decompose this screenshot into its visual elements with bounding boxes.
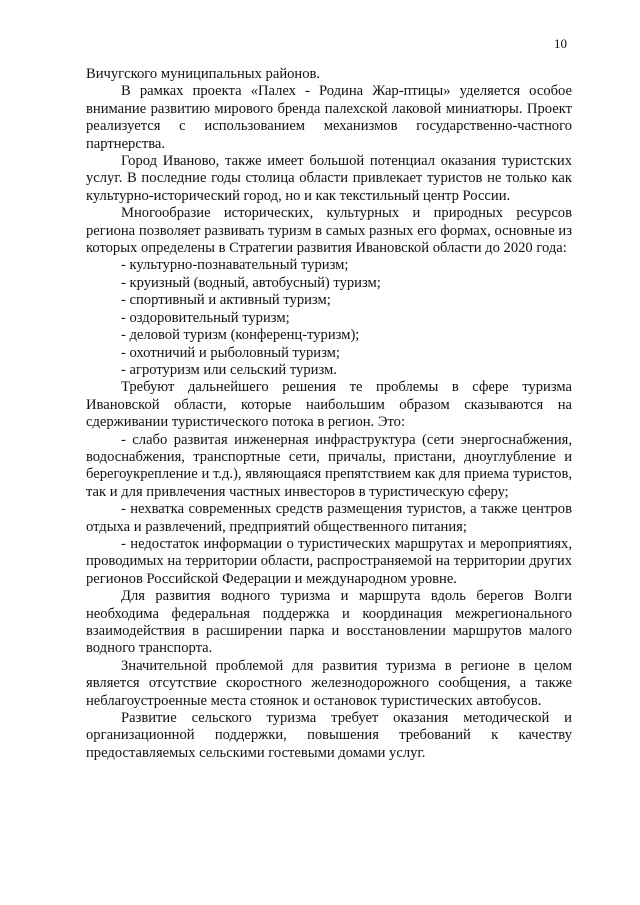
paragraph: Многообразие исторических, культурных и природных ресурсов региона позволяет развивать туризм в самых разных его формах, основные из которых определены в Стратегии развития Ивановской области до 2020 года: [86, 205, 572, 257]
paragraph: Требуют дальнейшего решения те проблемы в сфере туризма Ивановской области, которые наибольшим образом сказываются на сдерживании туристического потока в регион. Это: [86, 379, 572, 431]
list-item: - круизный (водный, автобусный) туризм; [121, 274, 381, 291]
document-body [86, 66, 572, 762]
paragraph: Город Иваново, также имеет большой потенциал оказания туристских услуг. В последние годы столица области привлекает туристов не только как культурно-исторический город, но и как текстильный центр России. [86, 153, 572, 204]
paragraph: Для развития водного туризма и маршрута вдоль берегов Волги необходима федеральная поддержка и координация межрегионального взаимодействия в расширении парка и восстановлении маршрутов малого водного транспорта. [86, 588, 572, 657]
page-number: 10 [554, 36, 567, 51]
paragraph: Вичугского муниципальных районов. [86, 66, 321, 82]
list-item: - агротуризм или сельский туризм. [121, 361, 337, 378]
list-item: - слабо развитая инженерная инфраструктура (сети энергоснабжения, водоснабжения, транспортные сети, причалы, пристани, дноуглубление и берегоукрепление и т.д.), являющаяся препятствием как для приема туристов, так и для привлечения частных инвесторов в туристическую сферу; [86, 431, 572, 500]
paragraph: Развитие сельского туризма требует оказания методической и организационной поддержки, повышения требований к качеству предоставляемых сельскими гостевыми домами услуг. [86, 710, 572, 761]
list-item: - культурно-познавательный туризм; [121, 257, 349, 274]
list-item: - охотничий и рыболовный туризм; [121, 344, 340, 361]
list-item: - спортивный и активный туризм; [121, 292, 331, 309]
paragraph: Значительной проблемой для развития туризма в регионе в целом является отсутствие скоростного железнодорожного сообщения, а также неблагоустроенные места стоянок и остановок туристических автобусов. [86, 657, 572, 709]
list-item: - оздоровительный туризм; [121, 309, 290, 326]
list-item: - недостаток информации о туристических маршрутах и мероприятиях, проводимых на территории области, распространяемой на территории других регионов Российской Федерации и международном уровне. [86, 535, 572, 587]
list-item: - нехватка современных средств размещения туристов, а также центров отдыха и развлечений, предприятий общественного питания; [86, 501, 572, 535]
paragraph: В рамках проекта «Палех - Родина Жар-птицы» уделяется особое внимание развитию мирового бренда палехской лаковой миниатюры. Проект реализуется с использованием механизмов государственно-частного партнерства. [86, 83, 572, 152]
list-item: - деловой туризм (конференц-туризм); [121, 327, 360, 344]
